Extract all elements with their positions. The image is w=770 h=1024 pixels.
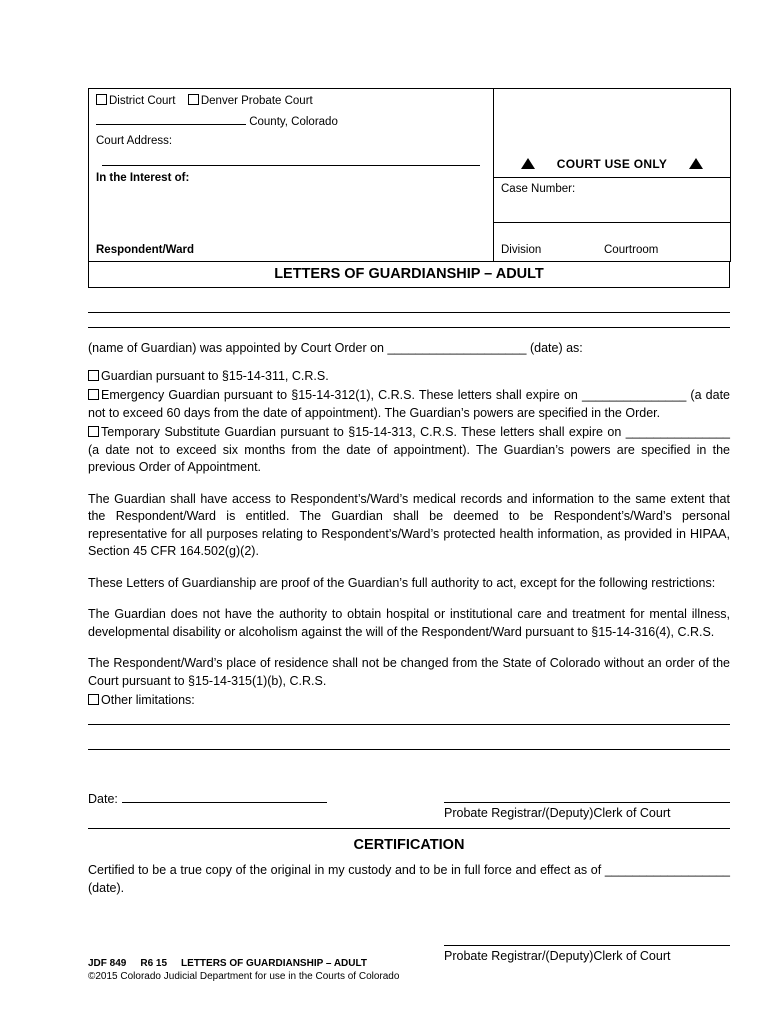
court-use-only-label: COURT USE ONLY: [556, 157, 668, 171]
guardian-name-line-1[interactable]: [88, 312, 730, 313]
division-label: Division: [501, 244, 542, 256]
registrar-signature-1: [444, 780, 730, 823]
certification-title: CERTIFICATION: [353, 836, 465, 853]
option-guardian-row: [88, 368, 730, 386]
division-courtroom-row: [494, 223, 730, 261]
checkbox-other-limitations[interactable]: [88, 694, 99, 705]
form-body: [88, 298, 730, 963]
court-header-table: [88, 88, 731, 262]
other-limitations-line-2[interactable]: [88, 749, 730, 750]
checkbox-district-court[interactable]: [96, 94, 107, 105]
court-info-cell: [89, 89, 494, 262]
checkbox-denver-probate-court[interactable]: [188, 94, 199, 105]
courtroom-label: Courtroom: [604, 244, 659, 256]
date-row: [88, 790, 327, 809]
paragraph-proof-of-authority: These Letters of Guardianship are proof of the Guardian’s full authority to act, except for the following restrictions:: [88, 575, 716, 590]
other-limitations-line-1[interactable]: [88, 724, 730, 725]
appointed-line: (name of Guardian) was appointed by Court Order on ____________________ (date) as:: [88, 341, 583, 355]
respondent-ward-label: Respondent/Ward: [96, 244, 194, 256]
signature-block-2: [88, 919, 730, 963]
court-use-cell: [494, 89, 731, 262]
county-row: [96, 112, 486, 128]
registrar-signature-line-1[interactable]: [444, 780, 730, 803]
footer-form-info: [88, 958, 730, 969]
court-type-row: [96, 94, 486, 109]
checkbox-temporary-substitute-guardian[interactable]: [88, 426, 99, 437]
checkbox-emergency-guardian[interactable]: [88, 389, 99, 400]
court-use-only-box: [494, 89, 730, 178]
option-emergency-row: [88, 387, 730, 422]
signature-block-1: [88, 776, 730, 824]
county-input[interactable]: [96, 112, 246, 125]
option-guardian-label: Guardian pursuant to §15-14-311, C.R.S.: [101, 368, 329, 383]
form-sheet: [88, 88, 730, 963]
option-temporary-row: [88, 424, 730, 477]
date-label: Date:: [88, 791, 118, 806]
date-input[interactable]: [122, 790, 327, 803]
court-address-input[interactable]: [102, 165, 480, 166]
registrar-signature-line-2[interactable]: [444, 923, 730, 946]
county-suffix-label: County, Colorado: [249, 116, 338, 128]
page-footer: [88, 958, 730, 982]
registrar-caption-2: Probate Registrar/(Deputy)Clerk of Court: [444, 949, 671, 963]
paragraph-no-authority: The Guardian does not have the authority to obtain hospital or institutional care and treatment for mental illness, developmental disability or alcoholism against the will of the Respondent/Ward pursuant to §15-14-316(4), C.R.S.: [88, 607, 730, 639]
district-court-label: District Court: [109, 95, 176, 107]
paragraph-residence: The Respondent/Ward’s place of residence shall not be changed from the State of Colorado without an order of the Court pursuant to §15-14-315(1)(b), C.R.S.: [88, 656, 730, 688]
denver-probate-court-label: Denver Probate Court: [200, 95, 313, 107]
case-number-field[interactable]: [494, 178, 730, 223]
option-temporary-label: Temporary Substitute Guardian pursuant to §15-14-313, C.R.S. These letters shall expire on _______________ (a date not to exceed six months from the date of appointment). The Guardian’s powers are specified in the previous Order of Appointment.: [88, 425, 730, 474]
form-title: LETTERS OF GUARDIANSHIP – ADULT: [88, 262, 730, 288]
checkbox-guardian[interactable]: [88, 370, 99, 381]
court-address-label: Court Address:: [96, 135, 173, 147]
registrar-caption-1: Probate Registrar/(Deputy)Clerk of Court: [444, 805, 671, 820]
triangle-left-icon: [521, 158, 535, 169]
paragraph-hipaa: The Guardian shall have access to Respondent’s/Ward’s medical records and information to the same extent that the Respondent/Ward is entitled. The Guardian shall be deemed to be Respondent’s/Ward’s personal representative for all purposes relating to Respondent’s/Ward’s protected health information, as provided in HIPAA, Section 45 CFR 164.502(g)(2).: [88, 491, 730, 558]
option-other-label: Other limitations:: [101, 693, 195, 707]
triangle-right-icon: [689, 158, 703, 169]
footer-copyright: ©2015 Colorado Judicial Department for use in the Courts of Colorado: [88, 971, 400, 982]
footer-form-name: LETTERS OF GUARDIANSHIP – ADULT: [181, 958, 367, 969]
option-emergency-label: Emergency Guardian pursuant to §15-14-312(1), C.R.S. These letters shall expire on _______________ (a date not to exceed 60 days from the date of appointment). The Guardian’s powers are specified in the Order.: [88, 388, 730, 420]
guardian-name-line-2[interactable]: [88, 327, 730, 328]
option-other-limitations-row: [88, 692, 730, 710]
footer-revision: R6 15: [140, 958, 168, 969]
certification-text: Certified to be a true copy of the original in my custody and to be in full force and effect as of __________________ (date).: [88, 863, 730, 895]
footer-form-id: JDF 849: [88, 958, 127, 969]
in-the-interest-of-label: In the Interest of:: [96, 172, 190, 184]
case-number-label: Case Number:: [501, 183, 576, 195]
